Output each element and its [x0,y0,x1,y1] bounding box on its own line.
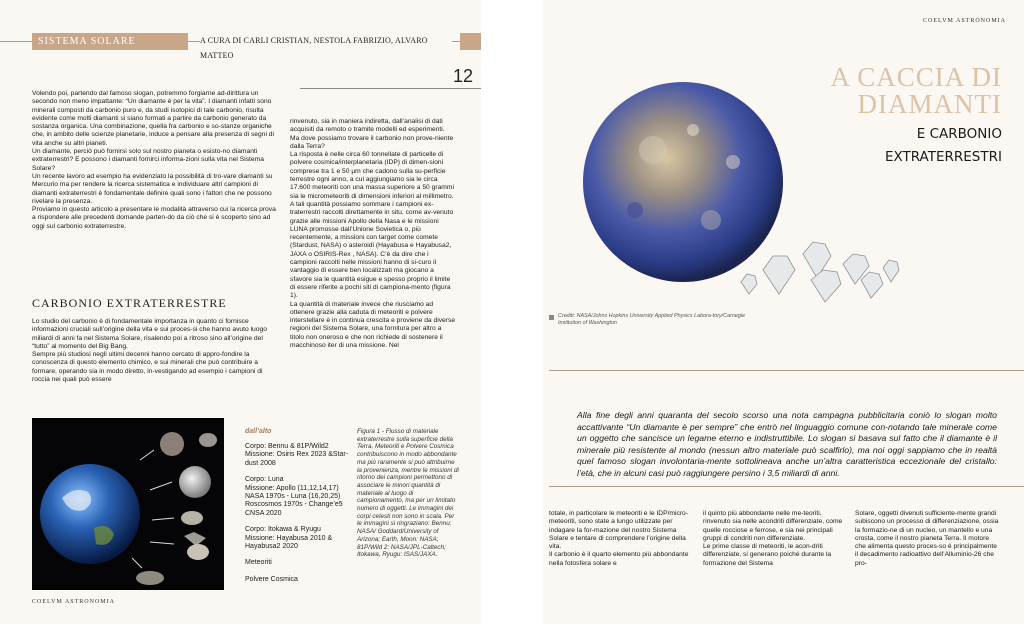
sidebar-line: CNSA 2020 [245,509,282,517]
bennu-image [160,432,184,456]
right-col1 [549,510,697,568]
paragraph: Solare, oggetti divenuti sufficiente-mente grandi subiscono un processo di differenziazione, ossia la formazio-ne di un nucleo, un mantello e una crosta, come il nostro pianeta Terra. Il motore che alimenta questo proces-so è principalmente il decadimento radioattivo dell’Alluminio-26 che pro- [855,510,999,567]
right-col2 [703,510,843,568]
subtitle-line: EXTRATERRESTRI [884,149,1002,165]
crater [687,124,699,136]
intro-text: Alla fine degli anni quaranta del secolo scorso una nota campagna pubblicitaria coniò lo slogan molto accattivante “Un diamante è per sempre” che entrò nel linguaggio comune con-notando tale minerale come un oggetto che sancisce un legame eterno e indistruttibile. Lo slogan si basava sul fatto che il diamante è il minerale più resistente al mondo (nessun altro materiale può scalfirlo), ma noi oggi sappiamo che in realtà quel famoso slogan involontaria-mente sottolineava anche un’altra caratteristica eccezionale del cristallo: l’età, che in alcuni casi può raggiungere persino i 3,5 miliardi di anni. [577,410,997,478]
paragraph: Volendo poi, partendo dal famoso slogan, potremmo forgiarne ad-dirittura un secondo non meno impattante: “Un diamante è per la vita”. I diamanti infatti sono minerali composti da carbonio puro e, da studi isotopici di tale carbonio, risulta evidente come molti diamanti si siano formati a partire da carbonio generato da sostanza organica. Una combinazione, quella fra carbonio e so-stanze organiche che, in ambito delle scienze planetarie, induce a pensare alla presenza di segni di vita anche su altri pianeti. [32,90,275,147]
sidebar-block [245,559,357,567]
title-line: DIAMANTI [857,89,1002,119]
title-line: A CACCIA DI [830,62,1002,92]
diamond [763,256,795,294]
sidebar-title: dall’alto [245,428,272,435]
sidebar-block [245,526,357,551]
itokawa-image [181,511,203,525]
figure-sidebar [245,428,357,584]
article-title [830,64,1002,118]
earth-image [40,464,140,564]
intro-rule-bottom [549,486,1024,487]
intro-rule-top [549,370,1024,371]
crater [627,202,643,218]
diamond [861,272,883,298]
left-col2 [290,118,456,350]
right-page [543,0,1024,624]
crater [701,210,721,230]
sidebar-line: Corpo: Itokawa & Ryugu [245,526,321,534]
sidebar-line: NASA 1970s - Luna (16,20,25) [245,493,341,501]
diamonds-image [733,230,913,310]
moon-image [179,466,211,498]
paragraph: La risposta è nelle circa 60 tonnellate di particelle di polvere cosmica/interplanetaria (IDP) di dimen-sioni comprese tra 1 e 50 µm che cadono sulla su-perficie terrestre ogni anno, a cui aggiungiamo sia le circa 17.600 meteoriti con una massa superiore a 50 grammi sia le micrometeoriti di dimensioni inferiori al millimetro. [290,151,454,200]
photo-credit: Crediti: NASA/Johns Hopkins University Applied Physics Labora-tory/Carnegie Institution of Washington [558,313,746,326]
right-col3 [855,510,1001,568]
page-number: 12 [453,66,474,86]
caption-marker [549,315,554,320]
section-title: CARBONIO EXTRATERRESTRE [32,296,227,310]
paragraph: il quinto più abbondante nelle me-teoriti, rinvenuto sia nelle acondriti differenziate, come quelle rocciose e ferrose, e sia nei principali gruppi di condriti non differenziate. [703,510,843,542]
paragraph: Sempre più studiosi negli ultimi decenni hanno cercato di appro-fondire la conoscenza di questo elemento chimico, e sui minerali che può contribuire a formare, operando sia in modo diretto, in-vestigando ad esempio i campioni di roccia nei quali può essere [32,351,263,384]
cosmic-dust-image [136,571,164,585]
left-col1-bottom [32,318,278,384]
sidebar-block [245,443,357,468]
sidebar-line: Corpo: Bennu & 81P/Wild2 [245,443,329,450]
sidebar-line: Hayabusa2 2020 [245,543,298,551]
diamond [741,274,757,294]
paragraph: La quantità di materiale invece che riusciamo ad ottenere grazie alla caduta di meteoriti e polvere interstellare è in continua crescita e proviene da diverse regioni del Sistema Solare, una fornitura per altro a titolo non oneroso e che non richiede di sostenere il macchinoso iter di una missione. Nel [290,300,456,350]
meteorite-image [187,544,209,560]
page-number-rule [300,88,481,89]
authors-line: A CURA DI CARLI CRISTIAN, NESTOLA FABRIZIO, ALVARO MATTEO [200,33,452,48]
sidebar-line: Missione: Osiris Rex 2023 &Star-dust 2008 [245,451,349,467]
diamond [883,260,899,282]
paragraph: totale, in particolare le meteoriti e le IDP/micro-meteoriti, sono state a lungo utilizzate per indagare la for-mazione del nostro Sistema Solare e tentare di comprendere l’origine della vita. [549,510,689,551]
paragraph: Le prime classe di meteoriti, le acon-driti differenziate, si generano poiché durante la formazione del Sistema [703,543,832,567]
header-magazine-name: COELVM ASTRONOMIA [923,18,1006,24]
footer-magazine-name: COELVM ASTRONOMIA [32,599,115,605]
paragraph: Un recente lavoro ad esempio ha evidenziato la possibilità di tro-vare diamanti su Mercurio ma per rendere la ricerca sistematica e individuare altri campioni di diamanti extraterrestri è fondamentale definire quali sono i fattori che ne possono rivelare la presenza. [32,172,273,205]
sidebar-block [245,476,357,518]
sidebar-line: Corpo: Luna [245,476,284,484]
left-page [0,0,481,624]
paragraph: Lo studio del carbonio è di fondamentale importanza in quanto ci fornisce informazioni cruciali sull’origine della vita e sui proces-si che hanno avuto luogo miliardi di anni fa nel Sistema Solare, risalendo poi a ritroso sino all’origine del “tutto” al momento del Big Bang. [32,318,267,350]
paragraph: Proviamo in questo articolo a presentare le modalità attraverso cui la ricerca prova a rispondere alle precedenti domande parten-do da ciò che si è scoperto sino ad oggi sul carbonio extraterrestre. [32,206,276,230]
paragraph: Un diamante, perciò può fornirsi solo sul nostro pianeta o esisto-no diamanti extraterrestri? E possono i diamanti fornirci informa-zioni sulla vita nel Sistema Solare? [32,148,264,172]
sidebar-line: Polvere Cosmica [245,575,298,583]
sidebar-line: Meteoriti [245,559,272,567]
paragraph: Ma dove possiamo trovare il carbonio non prove-niente dalla Terra? [290,134,454,150]
crater [639,136,667,164]
sidebar-line: Roscosmos 1970s - Change’e5 [245,501,343,509]
article-subtitle [885,123,1002,169]
sidebar-line: Missione: Hayabusa 2010 & [245,534,333,542]
sidebar-line: Missione: Apollo (11,12,14,17) [245,484,339,492]
figure-1-illustration [32,418,224,590]
subtitle-line: E CARBONIO [916,126,1002,142]
sidebar-block [245,576,357,584]
paragraph: rinvenuto, sia in maniera indiretta, dall’analisi di dati acquisiti da remoto o tramite modelli ed esperimenti. [290,118,445,134]
paragraph: Il carbonio è il quarto elemento più abbondante nella fotosfera solare e [549,551,689,567]
crater [726,155,740,169]
header-square [460,33,481,50]
figure-1-caption: Figura 1 - Flusso di materiale extraterrestre sulla superficie della Terra, Meteoriti e Polvere Cosmica contribuiscono in modo abbondante ma più raramente si può attribuirne la provenienza, mentre le missioni di ritorno dei campioni permettono di associare le minori quantità di materiale al luogo di campionamento, ma per un limitato numero di oggetti. Le immagini dei corpi celesti non sono in scala. Per le immagini si ringraziano: Bennu: NASA/ Goddard/University of Arizona; Earth, Moon: NASA; 81P/Wild 2: NASA/JPL-Caltech; Itokawa, Ryugu: ISAS/JAXA. [357,428,459,559]
section-tag: SISTEMA SOLARE [32,33,188,50]
paragraph: A tali quantità possiamo sommare i campioni ex-traterrestri raccolti direttamente in situ, come av-venuto grazie alle missioni Apollo della Nasa e le missioni LUNA promosse dall’Unione Sovietica o, più recentemente, a missioni con target come comete (Stardust, NASA) o asteroidi (Hayabusa e Hayabusa2, JAXA o OSIRIS-Rex , NASA). C’è da dire che i campioni raccolti nelle missioni hanno di si-curo il vantaggio di essere ben localizzati ma giocano a sfavore sia le quantità esigue e spesso proprio il limite di essere riferite a pochi siti di campiona-mento (figura 1). [290,200,454,300]
left-col1-top [32,90,278,231]
comet-wild2-image [199,433,217,447]
